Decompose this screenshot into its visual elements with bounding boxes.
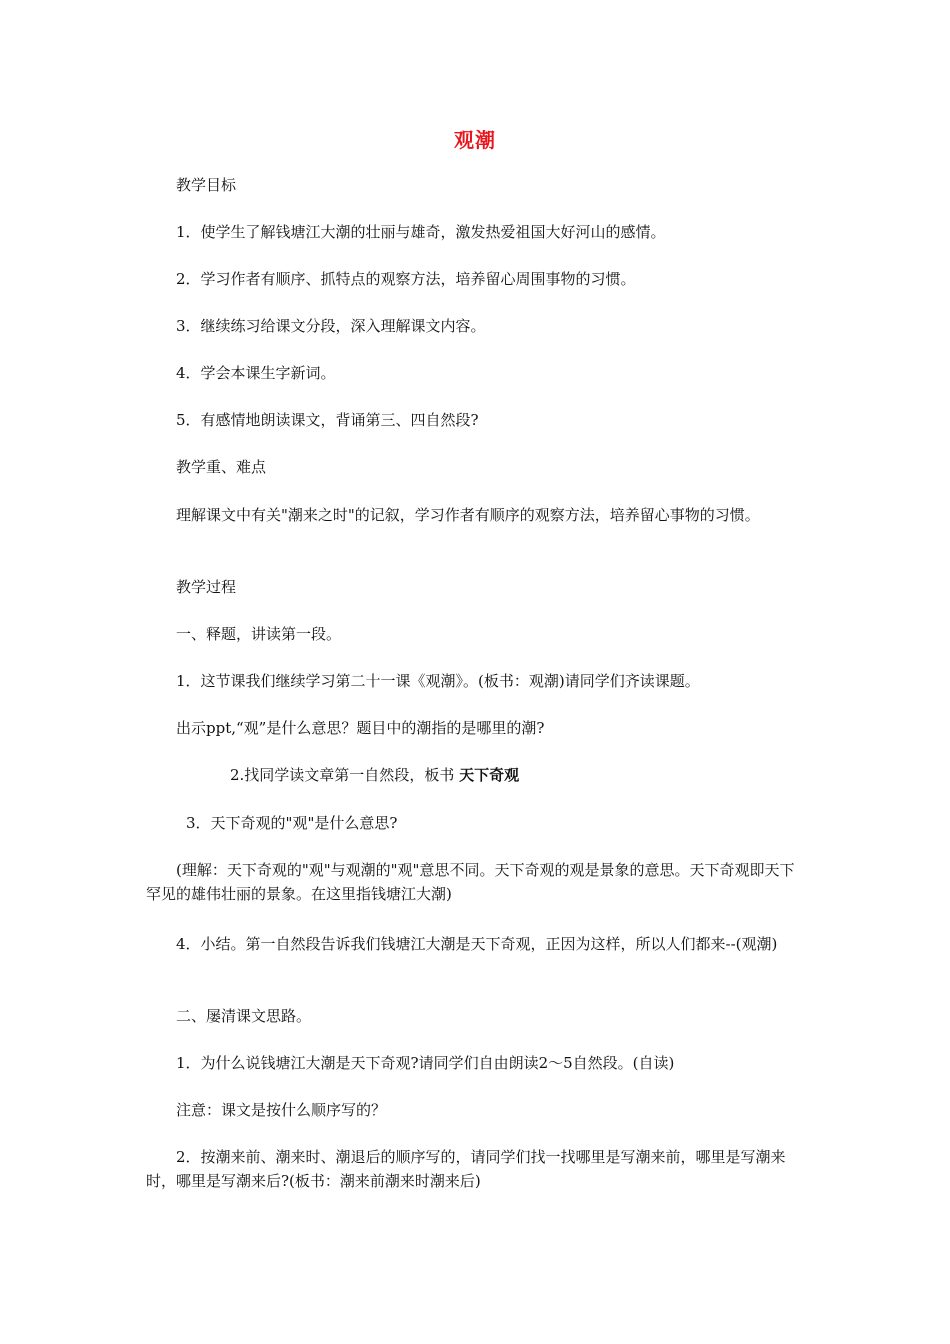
key-points-text: 理解课文中有关"潮来之时"的记叙，学习作者有顺序的观察方法，培养留心事物的习惯。 (176, 506, 760, 524)
goal-5: 5．有感情地朗读课文，背诵第三、四自然段? (176, 411, 479, 429)
section-1-item-1: 1．这节课我们继续学习第二十一课《观潮》。(板书：观潮)请同学们齐读课题。 (176, 672, 700, 690)
heading-teaching-process: 教学过程 (176, 578, 237, 596)
section-1-item-2 (230, 763, 519, 787)
goal-3: 3．继续练习给课文分段，深入理解课文内容。 (176, 317, 486, 335)
document-title: 观潮 (454, 128, 496, 152)
section-1-item-3: 3．天下奇观的"观"是什么意思? (186, 814, 398, 832)
goal-4: 4．学会本课生字新词。 (176, 364, 336, 382)
section-2-item-2: 2．按潮来前、潮来时、潮退后的顺序写的，请同学们找一找哪里是写潮来前，哪里是写潮来时，哪里是写潮来后?(板书：潮来前潮来时潮来后) (146, 1148, 786, 1190)
section-2-note: 注意：课文是按什么顺序写的？ (176, 1101, 387, 1119)
section-2-heading: 二、屡清课文思路。 (176, 1007, 312, 1025)
section-1-item-3-explanation: (理解：天下奇观的"观"与观潮的"观"意思不同。天下奇观的观是景象的意思。天下奇观即天下罕见的雄伟壮丽的景象。在这里指钱塘江大潮) (146, 861, 795, 903)
goal-2: 2．学习作者有顺序、抓特点的观察方法，培养留心周围事物的习惯。 (176, 270, 636, 288)
heading-teaching-goals: 教学目标 (176, 176, 237, 194)
heading-key-points: 教学重、难点 (176, 458, 267, 476)
section-1-item-4-summary: 4．小结。第一自然段告诉我们钱塘江大潮是天下奇观，正因为这样，所以人们都来--(观潮) (176, 935, 778, 953)
section-1-item-2-text: 2.找同学读文章第一自然段，板书 (230, 766, 460, 784)
section-1-ppt-question: 出示ppt,“观”是什么意思？题目中的潮指的是哪里的潮? (176, 719, 545, 737)
board-writing-tianxia-qiguan: 天下奇观 (459, 766, 520, 784)
section-1-heading: 一、释题，讲读第一段。 (176, 625, 342, 643)
section-2-item-1: 1．为什么说钱塘江大潮是天下奇观?请同学们自由朗读2～5自然段。(自读) (176, 1054, 675, 1072)
goal-1: 1．使学生了解钱塘江大潮的壮丽与雄奇，激发热爱祖国大好河山的感情。 (176, 223, 666, 241)
